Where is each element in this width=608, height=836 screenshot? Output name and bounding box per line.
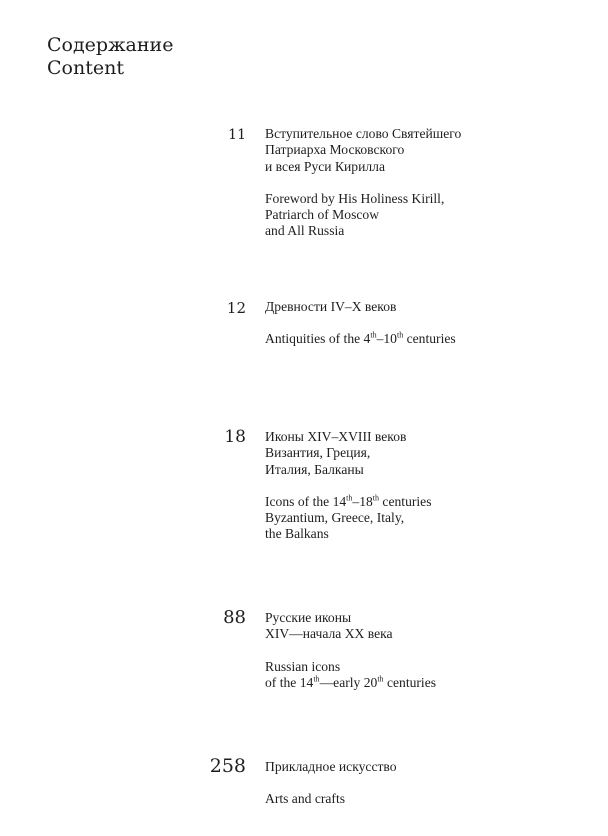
title-ru-line: Италия, Балканы bbox=[265, 461, 364, 477]
title-en-line: Patriarch of Moscow bbox=[265, 207, 380, 223]
title-ru-line: XIV—начала XX века bbox=[265, 626, 393, 642]
title-ru bbox=[265, 429, 595, 478]
heading-ru: Содержание bbox=[47, 34, 174, 56]
title-en-line: the Balkans bbox=[265, 526, 329, 542]
title-ru bbox=[265, 610, 595, 643]
title-en-line: Byzantium, Greece, Italy, bbox=[265, 510, 405, 526]
page-number: 11 bbox=[228, 127, 246, 143]
title-ru-line: и всея Руси Кирилла bbox=[265, 158, 385, 174]
title-en bbox=[265, 191, 595, 240]
title-ru-line: Прикладное искусство bbox=[265, 759, 397, 774]
title-en-line: Russian icons bbox=[265, 658, 341, 674]
title-ru bbox=[265, 299, 595, 315]
title-ru-line: Древности IV–X веков bbox=[265, 299, 397, 314]
title-ru-line: Вступительное слово Святейшего bbox=[265, 126, 462, 141]
page-number: 12 bbox=[226, 299, 246, 317]
heading-en: Content bbox=[47, 57, 124, 79]
page-number: 88 bbox=[223, 607, 246, 628]
title-en-line: Foreword by His Holiness Kirill, bbox=[265, 190, 445, 206]
title-ru-line: Иконы XIV–XVIII веков bbox=[265, 429, 407, 444]
title-en bbox=[265, 791, 595, 807]
toc-heading bbox=[47, 34, 173, 80]
title-en-line: Antiquities of the 4th–10th centuries bbox=[265, 330, 456, 347]
title-en-line: Icons of the 14th–18th centuries bbox=[265, 493, 432, 509]
title-en-line: Arts and crafts bbox=[265, 791, 346, 807]
title-en-line: of the 14th—early 20th centuries bbox=[265, 674, 437, 690]
page-number: 18 bbox=[224, 427, 246, 447]
title-ru bbox=[265, 759, 595, 775]
title-ru-line: Русские иконы bbox=[265, 610, 352, 625]
title-en bbox=[265, 494, 595, 543]
title-ru-line: Византия, Греция, bbox=[265, 445, 371, 461]
title-en bbox=[265, 659, 595, 692]
title-en-line: and All Russia bbox=[265, 223, 345, 239]
title-ru bbox=[265, 126, 595, 175]
page-number: 258 bbox=[209, 755, 246, 777]
title-en bbox=[265, 331, 595, 347]
title-ru-line: Патриарха Московского bbox=[265, 142, 405, 158]
